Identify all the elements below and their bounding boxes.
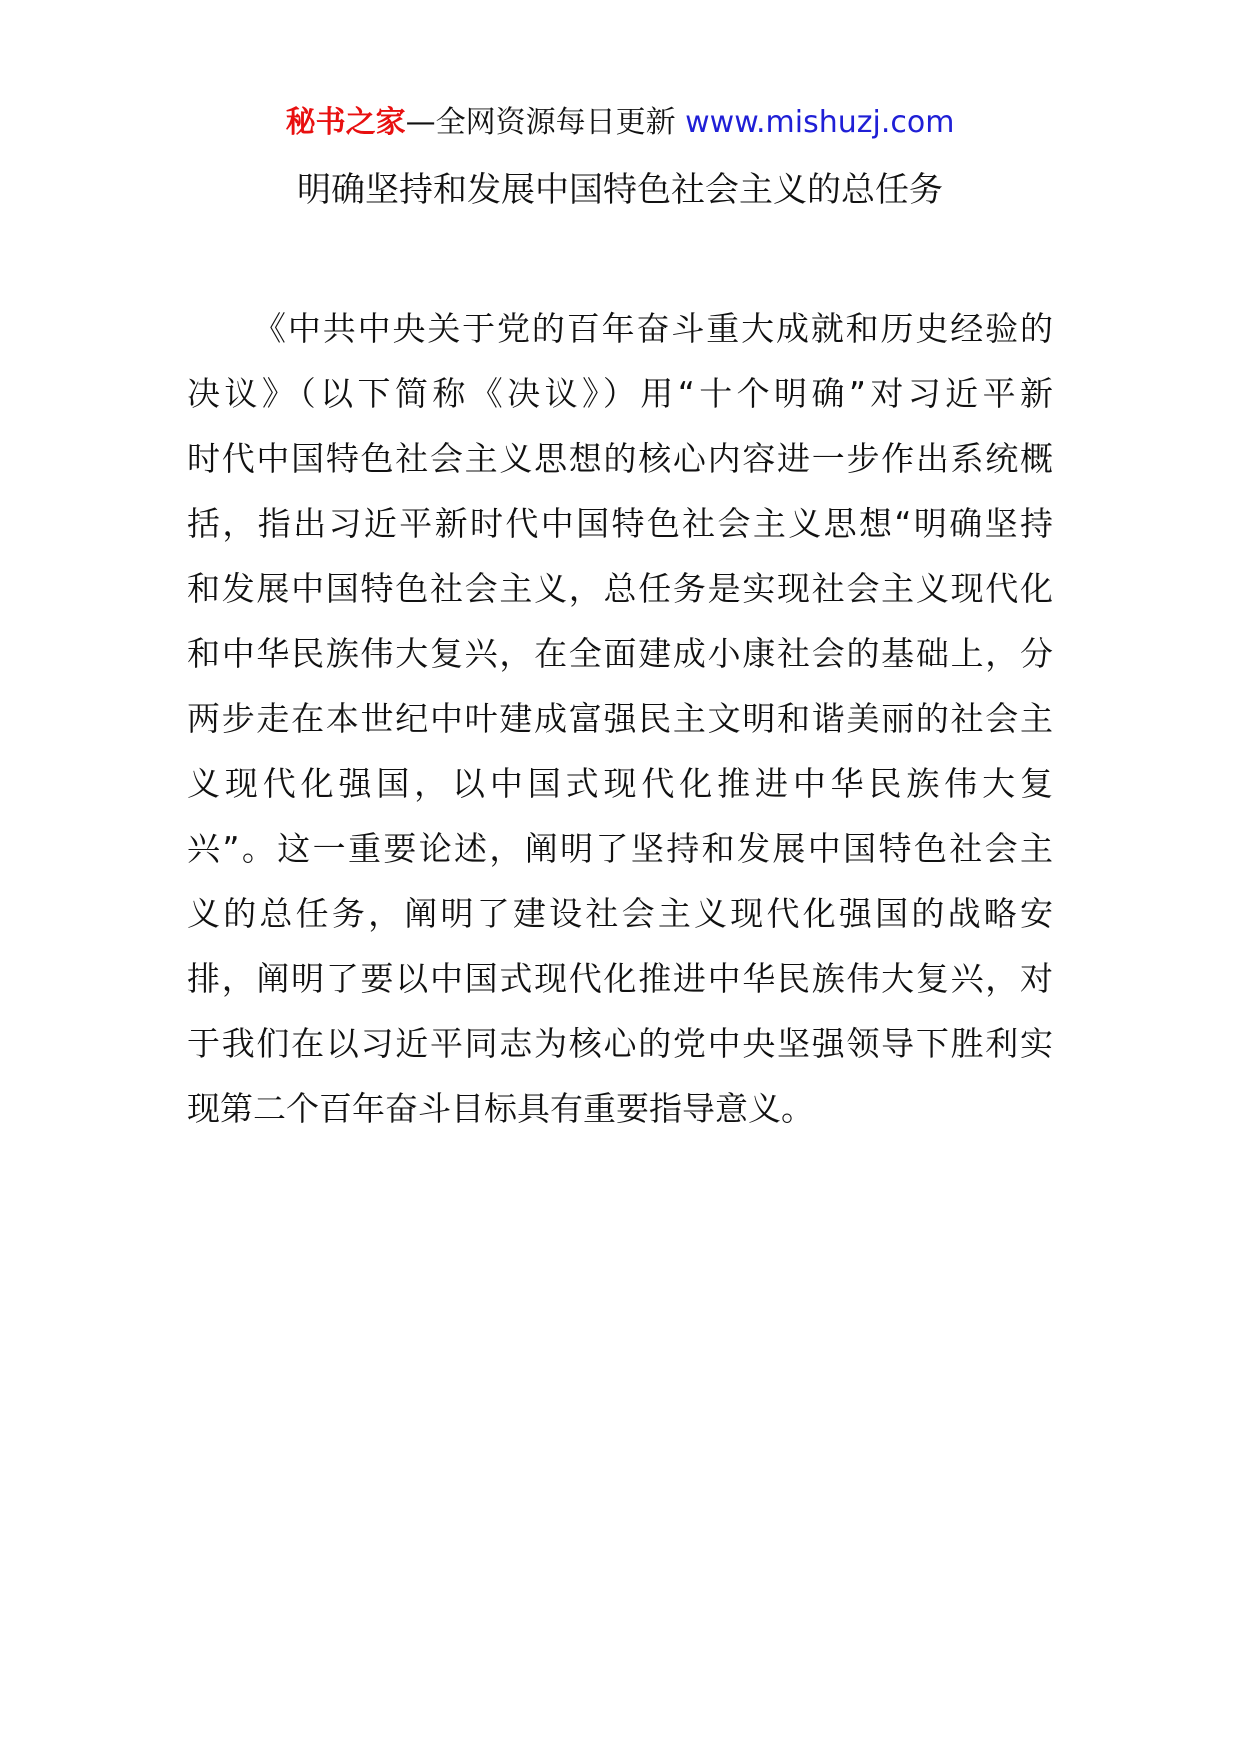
site-brand: 秘书之家: [285, 105, 406, 140]
site-tagline: —全网资源每日更新: [405, 105, 686, 140]
document-title: 明确坚持和发展中国特色社会主义的总任务: [297, 170, 943, 210]
body-line: 两步走在本世纪中叶建成富强民主文明和谐美丽的社会主: [187, 699, 1053, 738]
body-line: 义的总任务，阐明了建设社会主义现代化强国的战略安: [187, 894, 1053, 933]
document-body: [187, 296, 1053, 1141]
body-line: 决议》（以下简称《决议》）用“十个明确”对习近平新: [187, 374, 1053, 413]
body-line: 《中共中央关于党的百年奋斗重大成就和历史经验的: [253, 309, 1053, 348]
body-line: 括，指出习近平新时代中国特色社会主义思想“明确坚持: [187, 504, 1053, 543]
body-line: 兴”。这一重要论述，阐明了坚持和发展中国特色社会主: [187, 829, 1053, 868]
body-line: 现第二个百年奋斗目标具有重要指导意义。: [187, 1089, 814, 1128]
site-header: [0, 103, 1240, 143]
body-line: 时代中国特色社会主义思想的核心内容进一步作出系统概: [187, 439, 1053, 478]
site-url-link[interactable]: www.mishuzj.com: [685, 105, 955, 140]
body-line: 和中华民族伟大复兴，在全面建成小康社会的基础上，分: [187, 634, 1053, 673]
body-line: 排，阐明了要以中国式现代化推进中华民族伟大复兴，对: [187, 959, 1053, 998]
body-line: 和发展中国特色社会主义，总任务是实现社会主义现代化: [187, 569, 1053, 608]
body-line: 义现代化强国，以中国式现代化推进中华民族伟大复: [187, 764, 1053, 803]
body-line: 于我们在以习近平同志为核心的党中央坚强领导下胜利实: [187, 1024, 1053, 1063]
